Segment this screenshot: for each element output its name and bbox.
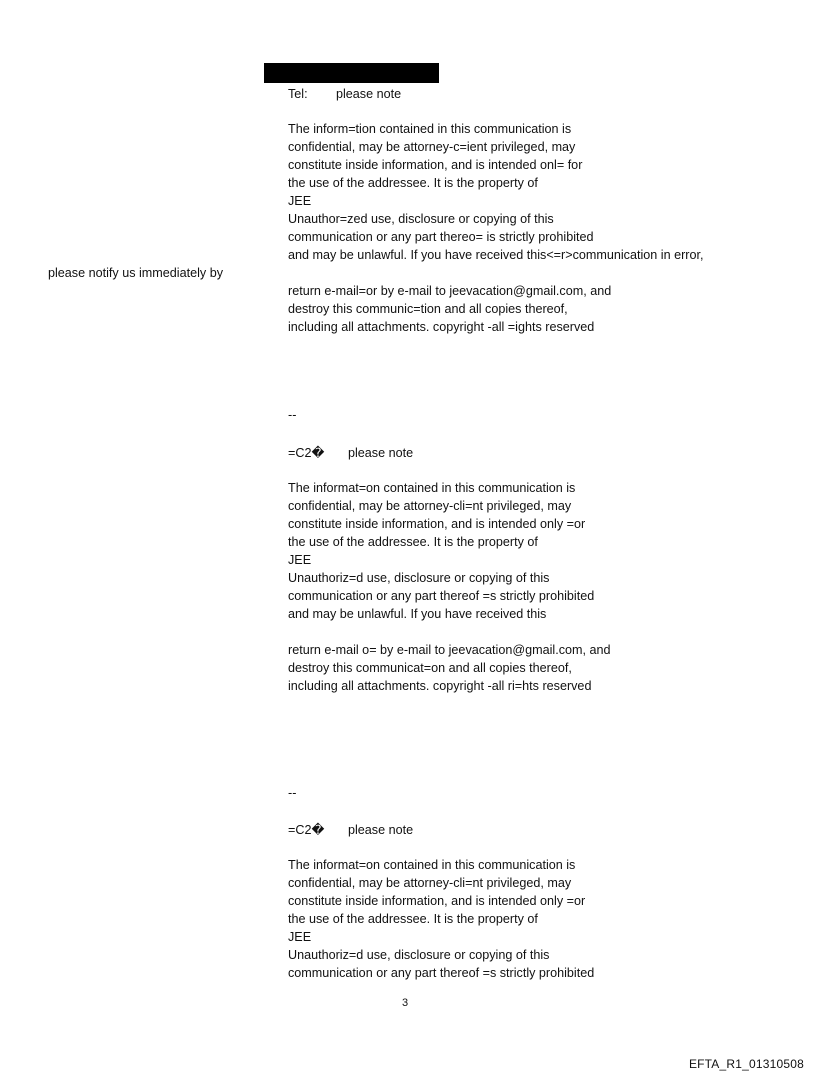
notice2-label: =C2� (288, 446, 325, 460)
notice1-left-line: please notify us immediately by (48, 266, 223, 280)
separator: -- (288, 786, 297, 800)
notice3-label: =C2� (288, 823, 325, 837)
page-number: 3 (402, 997, 409, 1009)
notice3-line: constitute inside information, and is intended only =or (288, 894, 586, 908)
notice2-line: return e-mail o= by e-mail to jeevacation@gmail.com, and (288, 643, 611, 657)
notice1-line: including all attachments. copyright -all =ights reserved (288, 320, 595, 334)
notice3-value: please note (348, 823, 414, 837)
tel-label: Tel: (288, 87, 308, 101)
notice2-line: the use of the addressee. It is the property of (288, 535, 538, 549)
tel-value: please note (336, 87, 402, 101)
notice1-line: communication or any part thereo= is strictly prohibited (288, 230, 594, 244)
notice1-line: return e-mail=or by e-mail to jeevacation@gmail.com, and (288, 284, 612, 298)
notice2-line: Unauthoriz=d use, disclosure or copying of this (288, 571, 550, 585)
notice3-line: JEE (288, 930, 312, 944)
notice2-line: constitute inside information, and is intended only =or (288, 517, 586, 531)
notice2-heading (288, 444, 413, 462)
notice1-line: destroy this communic=tion and all copies thereof, (288, 302, 568, 316)
redaction-bar (264, 63, 439, 83)
notice2-value: please note (348, 446, 414, 460)
notice1-line: Unauthor=zed use, disclosure or copying of this (288, 212, 554, 226)
notice3-heading (288, 821, 413, 839)
notice1-line: The inform=tion contained in this communication is (288, 122, 572, 136)
notice1-line: JEE (288, 194, 312, 208)
notice2-line: The informat=on contained in this communication is (288, 481, 576, 495)
notice3-line: Unauthoriz=d use, disclosure or copying of this (288, 948, 550, 962)
notice1-line: the use of the addressee. It is the property of (288, 176, 538, 190)
tel-line (288, 85, 401, 103)
notice2-line: and may be unlawful. If you have received this (288, 607, 547, 621)
notice1-line: confidential, may be attorney-c=ient privileged, may (288, 140, 576, 154)
separator: -- (288, 408, 297, 422)
notice2-line: including all attachments. copyright -all ri=hts reserved (288, 679, 592, 693)
notice1-line: constitute inside information, and is intended onl= for (288, 158, 583, 172)
notice3-line: The informat=on contained in this communication is (288, 858, 576, 872)
notice3-line: confidential, may be attorney-cli=nt privileged, may (288, 876, 572, 890)
notice2-line: communication or any part thereof =s strictly prohibited (288, 589, 595, 603)
notice2-line: destroy this communicat=on and all copies thereof, (288, 661, 572, 675)
notice3-line: communication or any part thereof =s strictly prohibited (288, 966, 595, 980)
document-id: EFTA_R1_01310508 (688, 1057, 804, 1071)
notice1-line: and may be unlawful. If you have received this<=r>communication in error, (288, 248, 704, 262)
notice2-line: confidential, may be attorney-cli=nt privileged, may (288, 499, 572, 513)
notice2-line: JEE (288, 553, 312, 567)
notice3-line: the use of the addressee. It is the property of (288, 912, 538, 926)
